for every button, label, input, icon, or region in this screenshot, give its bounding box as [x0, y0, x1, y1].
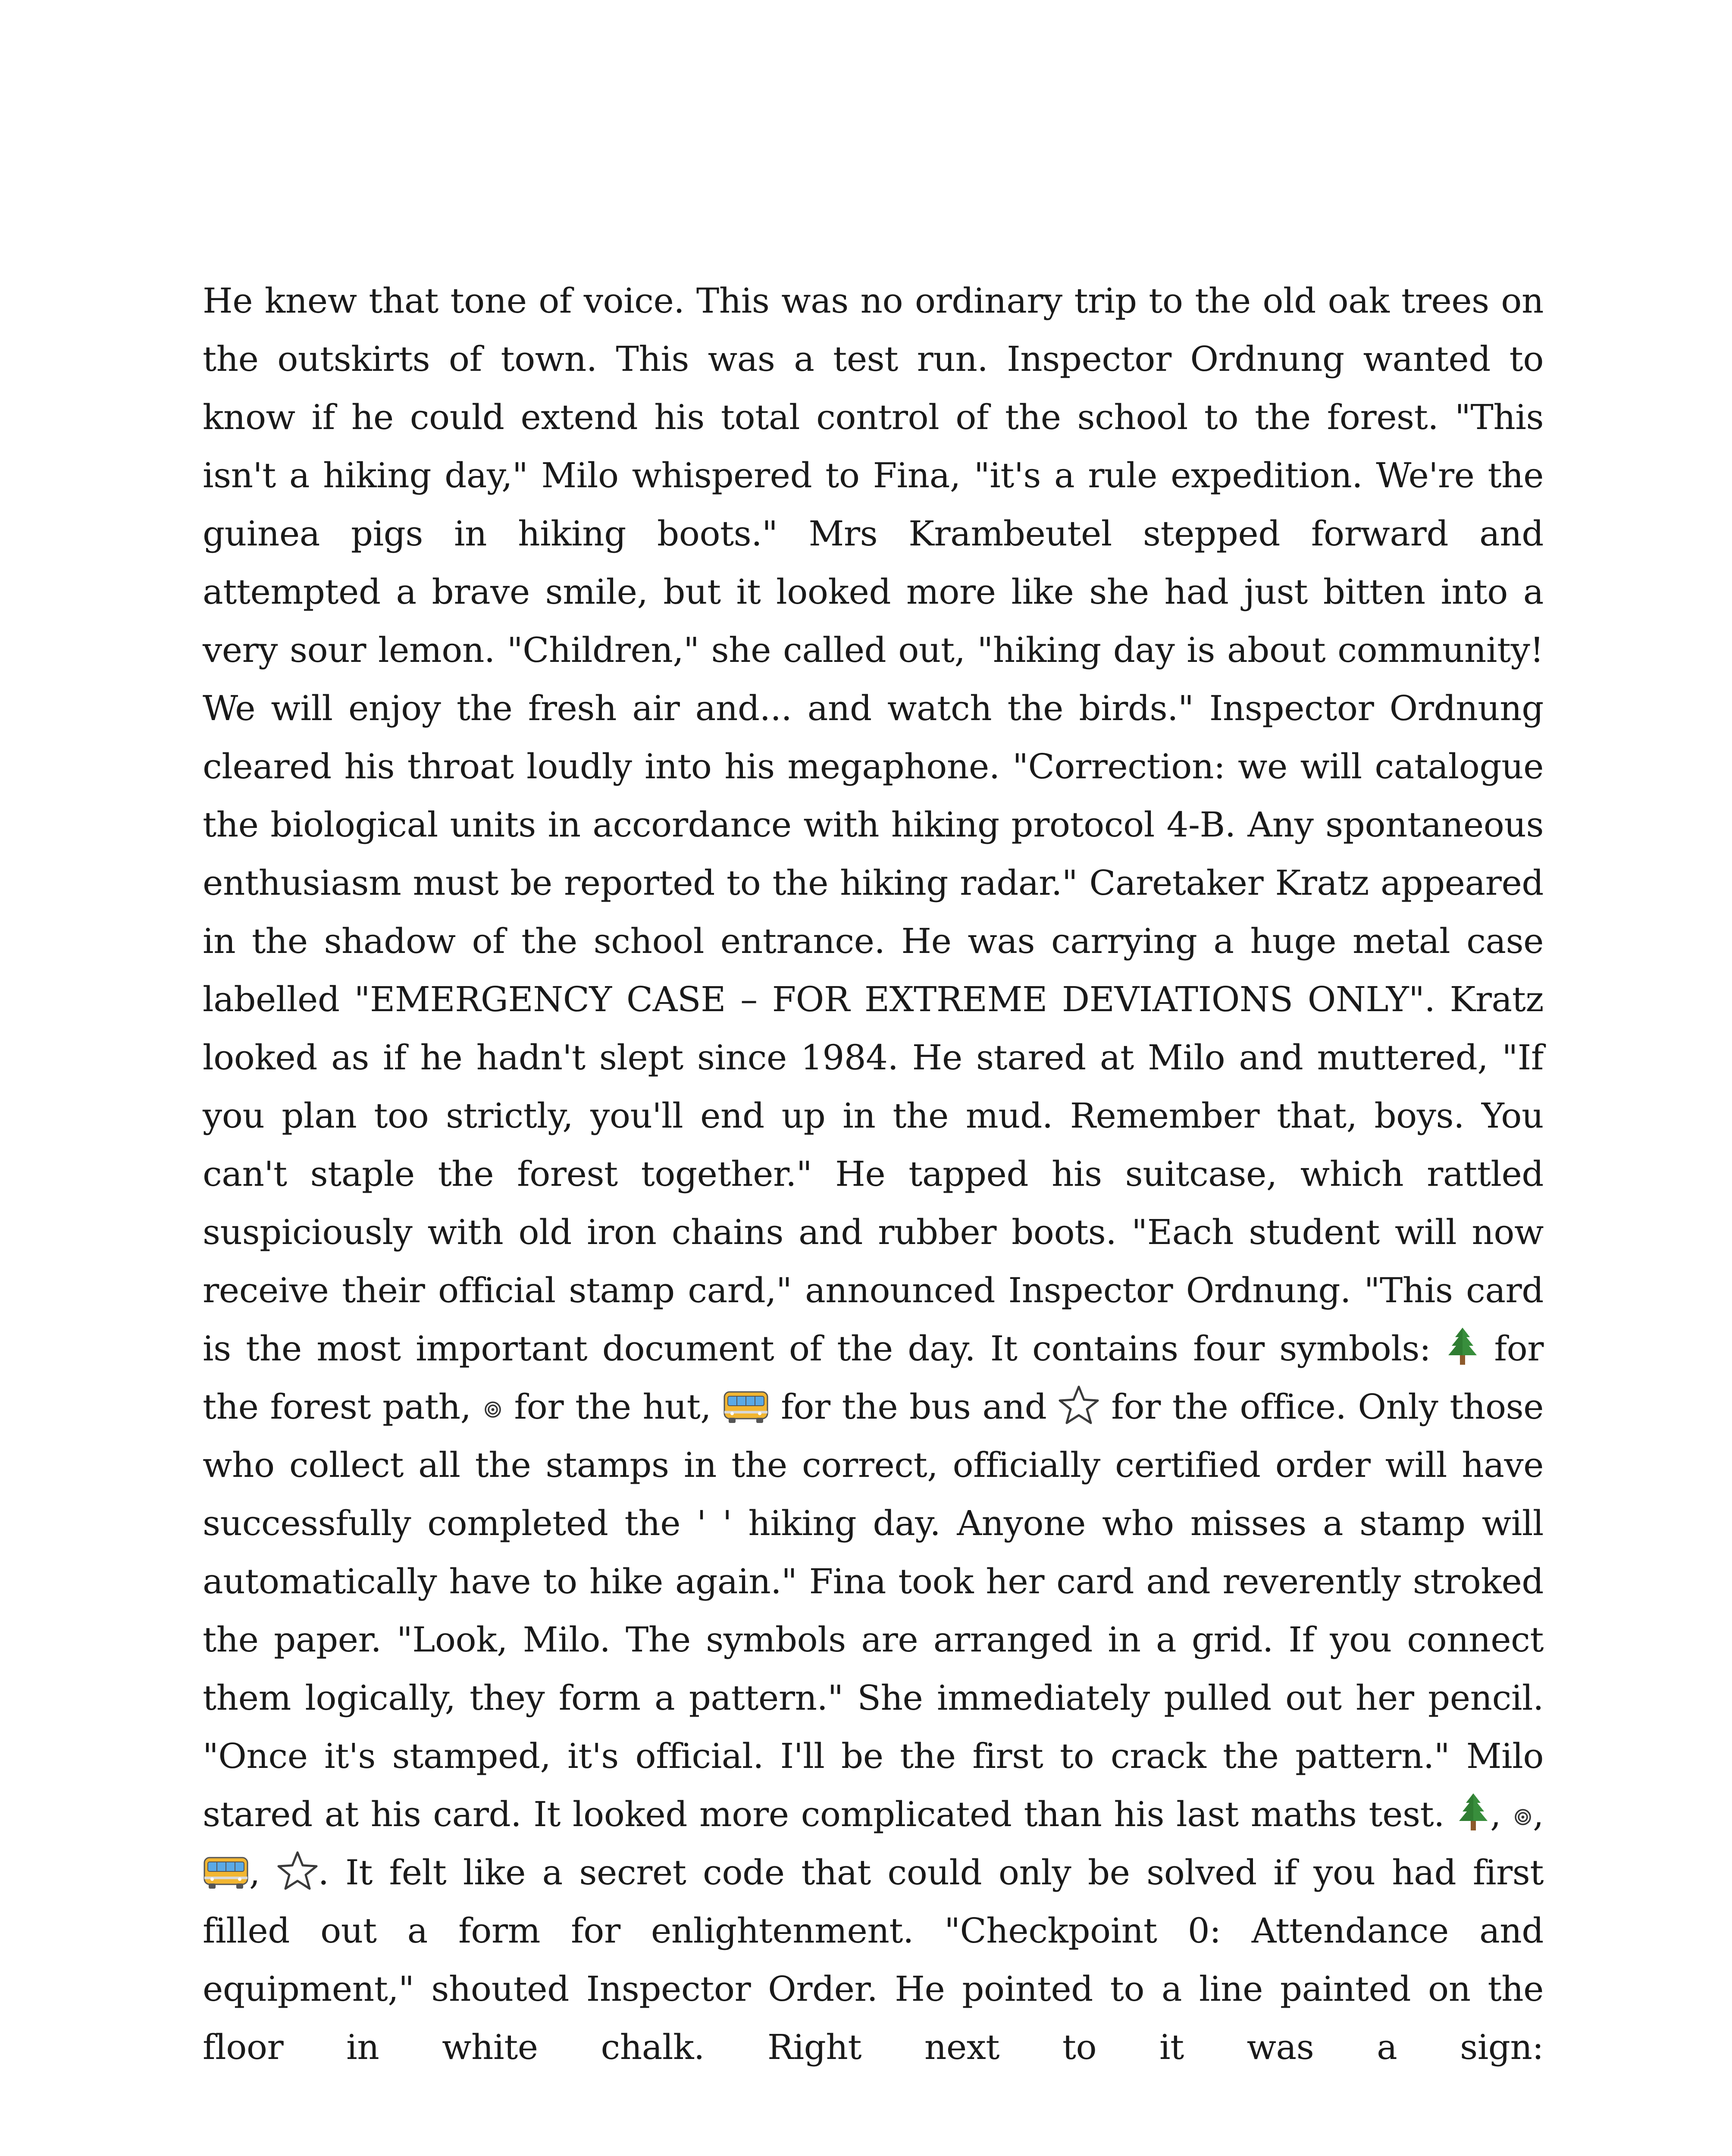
text-segment: for the bus and — [769, 1387, 1059, 1427]
evergreen-tree-icon — [1456, 1792, 1490, 1832]
text-segment: , — [249, 1852, 277, 1893]
star-outline-icon — [277, 1851, 318, 1890]
text-segment: He knew that tone of voice. This was no ordinary trip to the old oak trees on the outskirts of town. This was a test run. Inspector Ordnung wanted to know if he could extend his total control of the school to the forest. "This isn't a hiking day," Milo whispered to Fina, "it's a rule expedition. We're the guinea pigs in hiking boots." Mrs Krambeutel stepped forward and attempted a brave smile, but it looked more like she had just bitten into a very sour lemon. "Children," she called out, "hiking day is about community! We will enjoy the fresh air and... and watch the birds." Inspector Ordnung cleared his throat loudly into his megaphone. "Correction: we will catalogue the biological units in accordance with hiking protocol 4-B. Any spontaneous enthusiasm must be reported to the hiking radar." Caretaker Kratz appeared in the shadow of the school entrance. He was carrying a huge metal case labelled "EMERGENCY CASE – FOR EXTREME DEVIATIONS ONLY". Kratz looked as if he hadn't slept since 1984. He stared at Milo and muttered, "If you plan too strictly, you'll end up in the mud. Remember that, boys. You can't staple the forest together." He tapped his suitcase, which rattled suspiciously with old iron chains and rubber boots. "Each student will now receive their official stamp card," announced Inspector Ordnung. "This card is the most important document of the day. It contains four symbols: — [203, 281, 1544, 1369]
evergreen-tree-icon — [1446, 1327, 1479, 1366]
bus-icon — [723, 1389, 769, 1426]
story-paragraph — [203, 272, 1544, 2076]
text-segment: for the hut, — [502, 1387, 723, 1427]
spiral-icon — [1513, 1807, 1533, 1827]
text-segment: for the forest path, — [203, 1329, 1544, 1427]
text-segment: for the office. Only those who collect all the stamps in the correct, officially certified order will have successfully completed the ' ' hiking day. Anyone who misses a stamp will automatically have to hike again." Fina took her card and reverently stroked the paper. "Look, Milo. The symbols are arranged in a grid. If you connect them logically, they form a pattern." She immediately pulled out her pencil. "Once it's stamped, it's official. I'll be the first to crack the pattern." Milo stared at his card. It looked more complicated than his last maths test. — [203, 1387, 1544, 1834]
spiral-icon — [483, 1400, 503, 1420]
text-segment: . It felt like a secret code that could only be solved if you had first filled out a form for enlightenment. "Checkpoint 0: Attendance and equipment," shouted Inspector Order. He pointed to a line painted on the floor in white chalk. Right next to it was a sign: — [203, 1852, 1544, 2067]
star-outline-icon — [1058, 1385, 1099, 1425]
text-segment: , — [1533, 1794, 1544, 1834]
text-segment: , — [1490, 1794, 1513, 1834]
bus-icon — [203, 1855, 249, 1891]
